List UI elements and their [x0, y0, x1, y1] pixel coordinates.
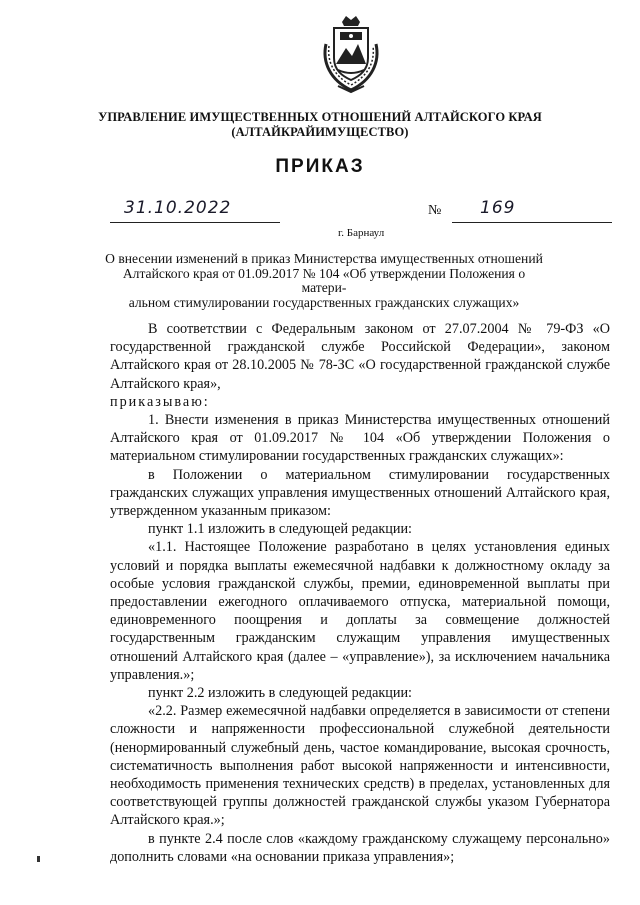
- body-paragraph: в пункте 2.4 после слов «каждому гражданскому служащему персонально» дополнить словами «на основании приказа управления»;: [110, 830, 610, 865]
- number-value: 169: [480, 198, 516, 218]
- body-paragraph: В соответствии с Федеральным законом от 27.07.2004 № 79-ФЗ «О государственной гражданской службе Российской Федерации», законом Алтайского края от 28.10.2005 № 78-ЗС «О государственной гражданской службе Алтайского края»,: [110, 321, 610, 392]
- body-paragraph: пункт 1.1 изложить в следующей редакции:: [148, 521, 412, 538]
- document-title: ПРИКАЗ: [275, 156, 365, 177]
- subject-block: [104, 252, 544, 310]
- order-word: приказываю:: [110, 393, 210, 410]
- altai-coat-of-arms-emblem: [318, 14, 384, 94]
- number-label: №: [428, 203, 442, 218]
- date-field: [110, 198, 280, 223]
- document-body: [110, 320, 610, 866]
- scan-mark: [37, 856, 40, 862]
- organization-name: [0, 110, 640, 140]
- subject-line: Алтайского края от 01.09.2017 № 104 «Об утверждении Положения о матери-: [122, 265, 526, 295]
- city: г. Барнаул: [338, 227, 385, 239]
- organization-name-line1: УПРАВЛЕНИЕ ИМУЩЕСТВЕННЫХ ОТНОШЕНИЙ АЛТАЙСКОГО КРАЯ: [98, 110, 542, 124]
- body-paragraph: пункт 2.2 изложить в следующей редакции:: [148, 685, 412, 702]
- body-paragraph: 1. Внести изменения в приказ Министерства имущественных отношений Алтайского края от 01.09.2017 № 104 «Об утверждении Положения о материальном стимулировании государственных гражданских служащих»:: [110, 412, 610, 465]
- body-paragraph: «1.1. Настоящее Положение разработано в целях установления единых условий и порядка выплаты ежемесячной надбавки к должностному окладу за особые условия гражданской службы, премии, единовременной выплаты при предоставлении ежегодного оплачиваемого отпуска, материальной помощи, единовременного поощрения и доплаты за совмещение должностей государственным гражданским служащим управления имущественных отношений Алтайского края (далее – «управление»), за исключением начальника управления.»;: [110, 539, 610, 683]
- body-paragraph: «2.2. Размер ежемесячной надбавки определяется в зависимости от степени сложности и напряженности профессиональной служебной деятельности (ненормированный служебный день, частое командирование, высокая срочность, систематичность выполнения работ высокой напряженности и интенсивности, необходимость применения технических средств) в пределах, установленных для соответствующей группы должностей гражданской службы указом Губернатора Алтайского края.»;: [110, 703, 610, 829]
- date-value: 31.10.2022: [124, 198, 232, 218]
- organization-name-line2: (АЛТАЙКРАЙИМУЩЕСТВО): [231, 125, 409, 139]
- body-paragraph: в Положении о материальном стимулировании государственных гражданских служащих управления имущественных отношений Алтайского края, утвержденном указанным приказом:: [110, 466, 610, 520]
- subject-line: О внесении изменений в приказ Министерства имущественных отношений: [105, 251, 543, 266]
- number-field: [452, 198, 612, 223]
- subject-line: альном стимулировании государственных гражданских служащих»: [128, 294, 520, 310]
